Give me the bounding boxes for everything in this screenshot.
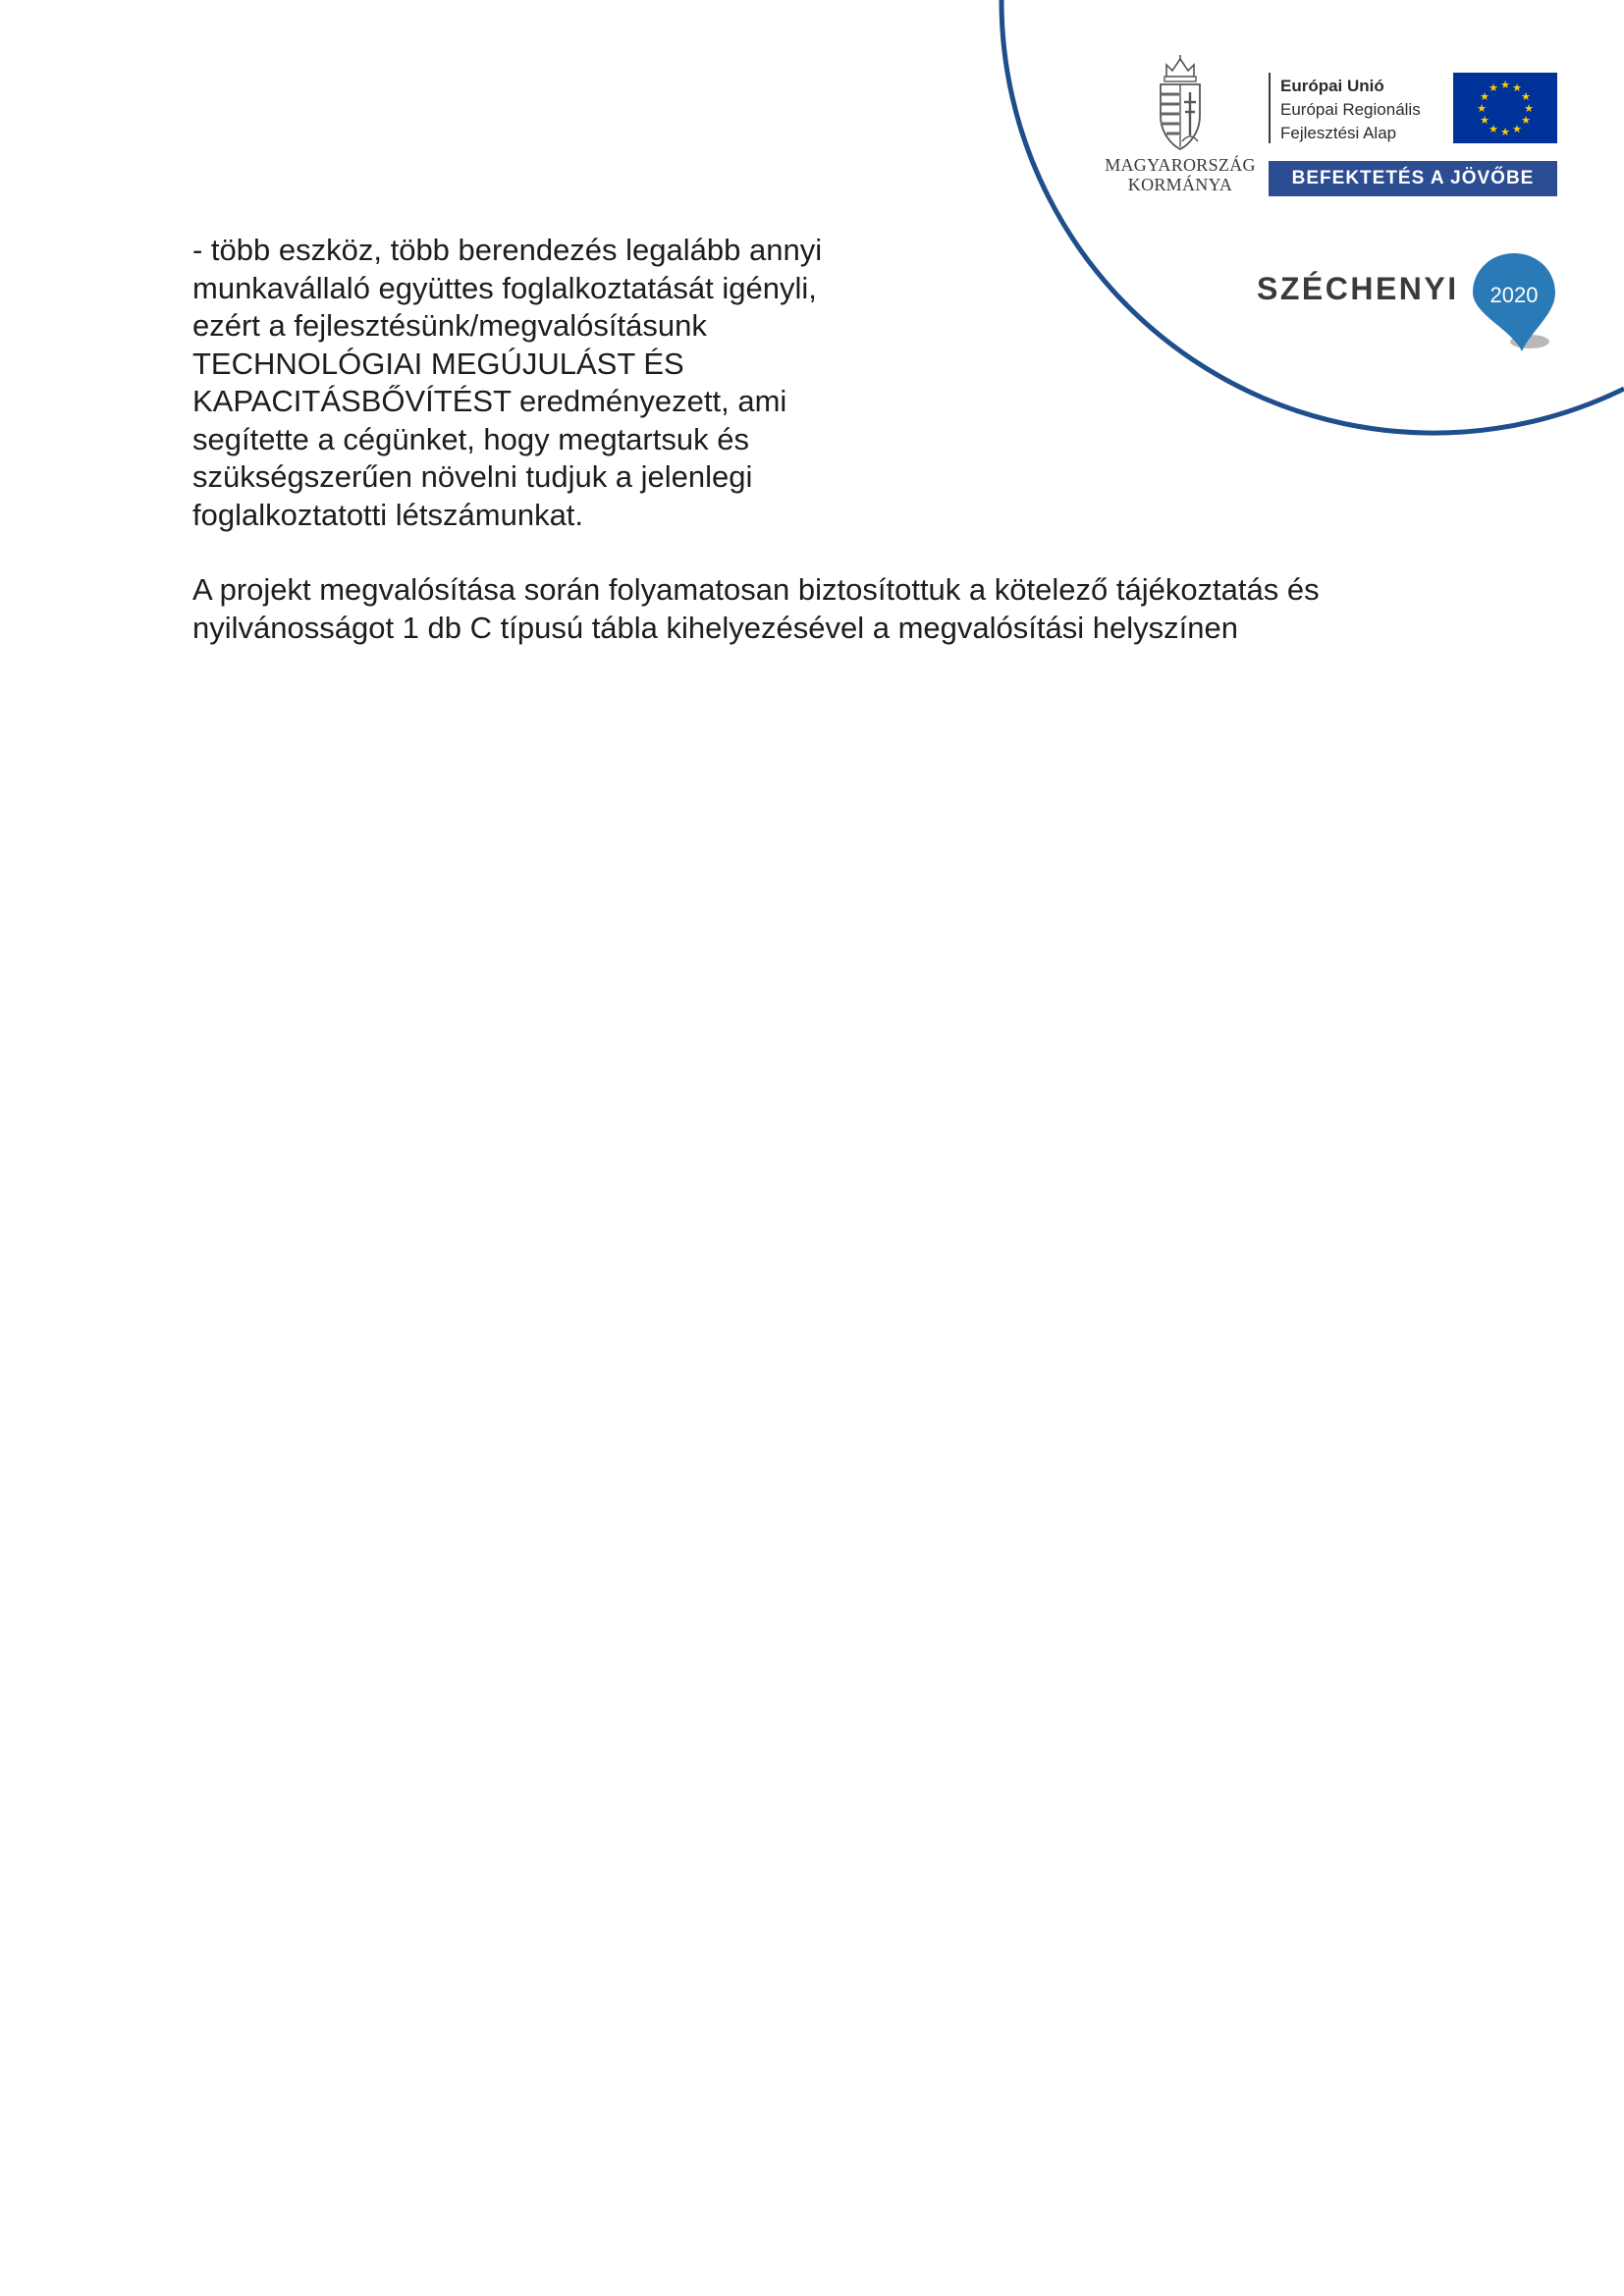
svg-text:★: ★ — [1512, 123, 1522, 135]
svg-text:★: ★ — [1489, 123, 1498, 135]
text-line: segítette a cégünket, hogy megtartsuk és — [192, 421, 749, 456]
paragraph-benefits — [192, 232, 822, 534]
text-line: TECHNOLÓGIAI MEGÚJULÁST ÉS — [192, 346, 684, 381]
gov-name-line1: MAGYARORSZÁG — [1105, 155, 1256, 175]
svg-text:★: ★ — [1512, 81, 1522, 94]
coat-of-arms-icon — [1153, 55, 1208, 153]
szechenyi-word: SZÉCHENYI — [1257, 271, 1459, 306]
szechenyi-2020-logo — [1257, 251, 1571, 359]
eu-stars-icon — [1453, 73, 1557, 143]
svg-text:★: ★ — [1480, 114, 1489, 127]
svg-text:★: ★ — [1524, 102, 1534, 115]
paragraph-publicity — [192, 571, 1320, 647]
svg-text:★: ★ — [1489, 81, 1498, 94]
szechenyi-year: 2020 — [1489, 283, 1539, 307]
text-line: nyilvánosságot 1 db C típusú tábla kihelyezésével a megvalósítási helyszínen — [192, 610, 1238, 645]
svg-text:★: ★ — [1521, 114, 1531, 127]
text-line: A projekt megvalósítása során folyamatosan biztosítottuk a kötelező tájékoztatás és — [192, 572, 1320, 607]
svg-text:★: ★ — [1500, 79, 1510, 91]
eu-fund-line1: Európai Regionális — [1280, 100, 1421, 119]
svg-text:★: ★ — [1480, 90, 1489, 103]
eu-divider — [1269, 73, 1271, 143]
text-line: ezért a fejlesztésünk/megvalósításunk — [192, 308, 707, 343]
svg-text:★: ★ — [1500, 126, 1510, 138]
location-pin-icon — [1463, 253, 1581, 357]
text-line: foglalkoztatotti létszámunkat. — [192, 497, 584, 532]
svg-text:★: ★ — [1521, 90, 1531, 103]
text-line: szükségszerűen növelni tudjuk a jelenlegi — [192, 459, 753, 494]
eu-text-block — [1280, 75, 1421, 145]
eu-union-label: Európai Unió — [1280, 77, 1384, 95]
text-line: munkavállaló együttes foglalkoztatását igényli, — [192, 270, 817, 305]
svg-text:★: ★ — [1477, 102, 1487, 115]
hungarian-government-logo — [1102, 55, 1259, 202]
eu-flag-icon — [1453, 73, 1557, 143]
eu-fund-line2: Fejlesztési Alap — [1280, 124, 1397, 142]
text-line: KAPACITÁSBŐVÍTÉST eredményezett, ami — [192, 384, 787, 418]
gov-name-line2: KORMÁNYA — [1127, 175, 1233, 194]
text-line: - több eszköz, több berendezés legalább annyi — [192, 233, 823, 267]
invest-in-future-banner: BEFEKTETÉS A JÖVŐBE — [1269, 161, 1557, 196]
